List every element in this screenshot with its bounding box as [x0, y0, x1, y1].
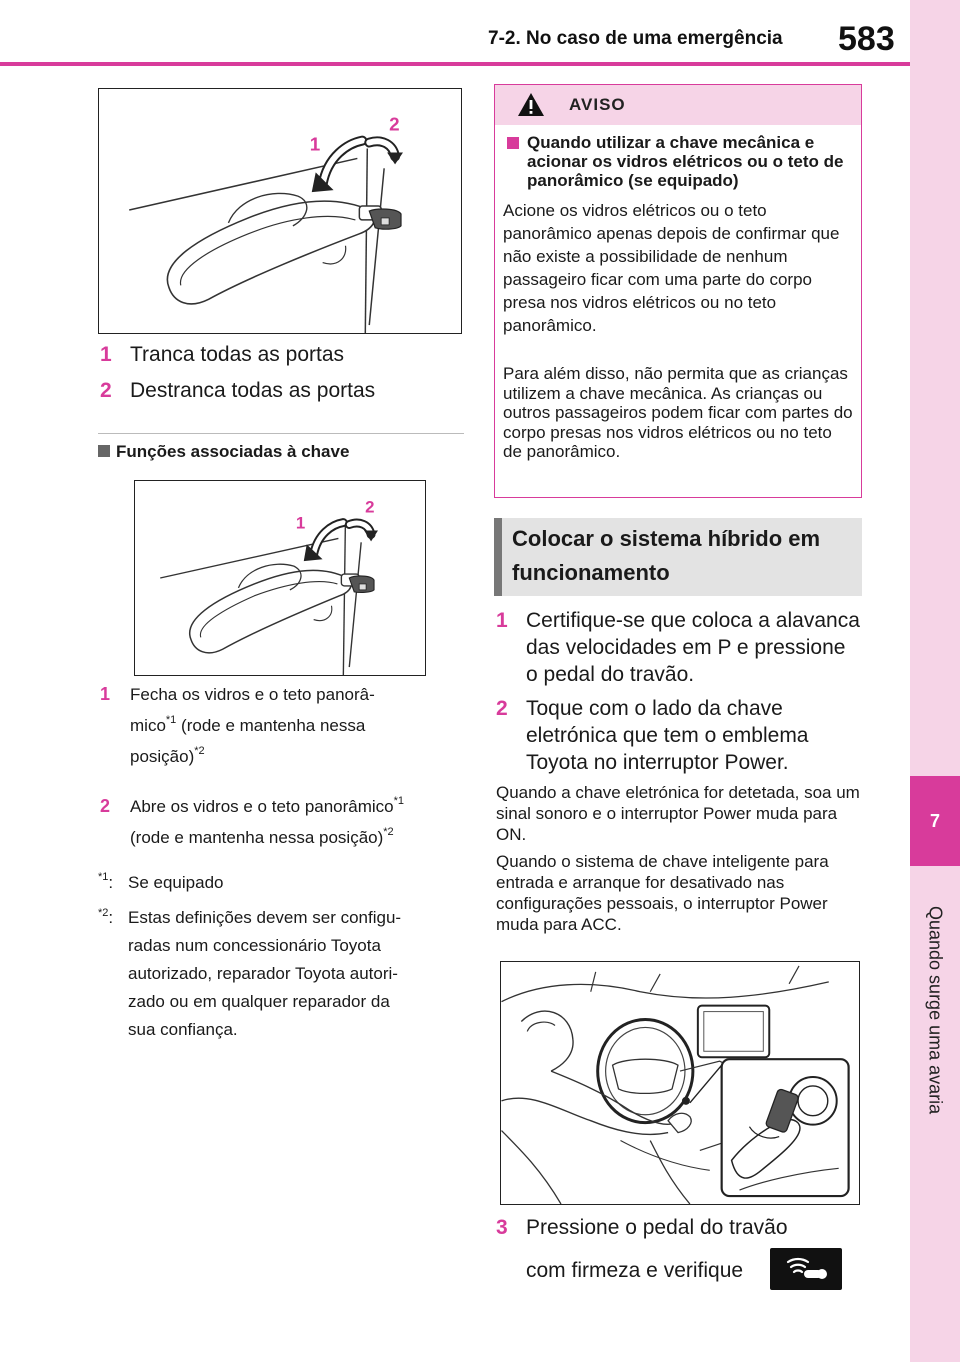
footnote-mark: *2: [98, 907, 109, 919]
footnote-text: sua confiança.: [128, 1020, 238, 1039]
step-item: [496, 607, 862, 688]
chapter-side-tab: [910, 0, 960, 1362]
section-title-text: Colocar o sistema híbrido em funcionamento: [512, 526, 821, 585]
footnote: $^{*2}$: Estas definições devem ser configu- radas num concessionário Toyota autorizado, reparador Toyota autori- zado ou em qualquer reparador da sua confiança.: [98, 907, 402, 1039]
callout-1: 1: [309, 133, 321, 155]
driver-power-switch-illustration: [501, 962, 859, 1204]
step-number: 3: [496, 1216, 508, 1239]
callout-2: 2: [389, 113, 400, 135]
footnote-ref: *2: [194, 745, 205, 757]
list-item: [100, 679, 464, 772]
chapter-number: 7: [910, 776, 960, 866]
footnote-ref: *1: [165, 714, 177, 726]
section-header-bar: [494, 518, 502, 596]
item-text-line: (rode e mantenha nessa posição): [130, 828, 384, 847]
divider: [98, 433, 464, 434]
door-handle-illustration: [99, 89, 461, 333]
square-bullet-icon: [98, 445, 110, 457]
list-item: [100, 791, 470, 853]
key-functions-figure: [134, 480, 426, 676]
footnote-ref: *1: [393, 795, 405, 807]
item-number: 1: [100, 684, 111, 704]
square-bullet-icon: [507, 137, 519, 149]
step-item-continued: [496, 1257, 766, 1284]
chapter-title: Quando surge uma avaria: [925, 905, 946, 1115]
key-functions-heading-text: Funções associadas à chave: [116, 442, 350, 461]
warning-title: AVISO: [569, 95, 626, 114]
footnote-text: Se equipado: [128, 873, 224, 892]
ready-indicator-icon: [770, 1248, 842, 1290]
list-item: [100, 341, 464, 368]
callout-2: 2: [365, 497, 375, 517]
step-text: Toque com o lado da chave eletrónica que tem o emblema Toyota no interruptor Power.: [526, 697, 809, 774]
footnote: $^{*1}$: Se equipado: [98, 869, 468, 896]
item-text-line: Fecha os vidros e o teto panorâ-: [130, 685, 375, 704]
page-header: [0, 0, 910, 66]
item-number: 2: [100, 796, 111, 816]
footnote-ref: *2: [383, 826, 394, 838]
step-text: Pressione o pedal do travão: [526, 1216, 788, 1239]
step-text: Certifique-se que coloca a alavanca das velocidades em P e pressione o pedal do travão.: [526, 609, 860, 686]
step-number: 2: [496, 697, 508, 720]
item-text: Tranca todas as portas: [130, 343, 344, 366]
warning-subheading-text: Quando utilizar a chave mecânica e acionar os vidros elétricos ou o teto de panorâmico (se equipado): [527, 133, 844, 190]
list-item: [100, 377, 464, 404]
item-text: Destranca todas as portas: [130, 379, 376, 402]
item-number: 1: [100, 343, 112, 366]
warning-subheading: [507, 133, 853, 190]
footnote-mark: *1: [98, 871, 109, 883]
warning-paragraph: Para além disso, não permita que as crianças utilizem a chave mecânica. As crianças ou outros passageiros podem ficar com partes do corpo presas nos vidros elétricos ou no teto de panorâmico.: [503, 364, 853, 461]
item-text-line: (rode e mantenha nessa: [176, 716, 366, 735]
item-number: 2: [100, 379, 112, 402]
item-text-line: posição): [130, 747, 195, 766]
footnote-text: autorizado, reparador Toyota autori-: [128, 964, 398, 983]
section-title: 7-2. No caso de uma emergência: [488, 28, 783, 49]
step-number: 1: [496, 609, 508, 632]
footnote-text: zado ou em qualquer reparador da: [128, 992, 390, 1011]
power-switch-figure: [500, 961, 860, 1205]
ready-indicator-glyph: [770, 1248, 842, 1290]
page-number: 583: [838, 20, 895, 58]
warning-triangle-icon: [517, 92, 545, 117]
paragraph: Quando a chave eletrónica for detetada, soa um sinal sonoro e o interruptor Power muda para ON.: [496, 783, 860, 844]
step-item: [496, 695, 862, 776]
callout-1: 1: [295, 513, 306, 533]
key-door-illustration: [135, 481, 425, 675]
step-text: com firmeza e verifique: [526, 1259, 744, 1282]
paragraph: Quando o sistema de chave inteligente para entrada e arranque for desativado nas configurações pessoais, o interruptor Power muda para ACC.: [496, 852, 829, 934]
step-item: [496, 1214, 862, 1241]
item-text-line: mico: [130, 716, 166, 735]
section-header: [494, 518, 862, 596]
warning-paragraph: Acione os vidros elétricos ou o teto panorâmico apenas depois de confirmar que não existe a possibilidade de nenhum passageiro ficar com uma parte do corpo presa nos vidros elétricos ou no teto panorâmico.: [503, 201, 840, 335]
key-functions-heading: [98, 442, 349, 462]
item-text-line: Abre os vidros e o teto panorâmico: [130, 797, 394, 816]
footnote-text: Estas definições devem ser configu-: [128, 908, 402, 927]
footnote-text: radas num concessionário Toyota: [128, 936, 381, 955]
warning-header: [495, 85, 861, 125]
door-handle-figure: [98, 88, 462, 334]
chapter-title-wrap: [910, 880, 960, 1140]
warning-box: [494, 84, 862, 498]
